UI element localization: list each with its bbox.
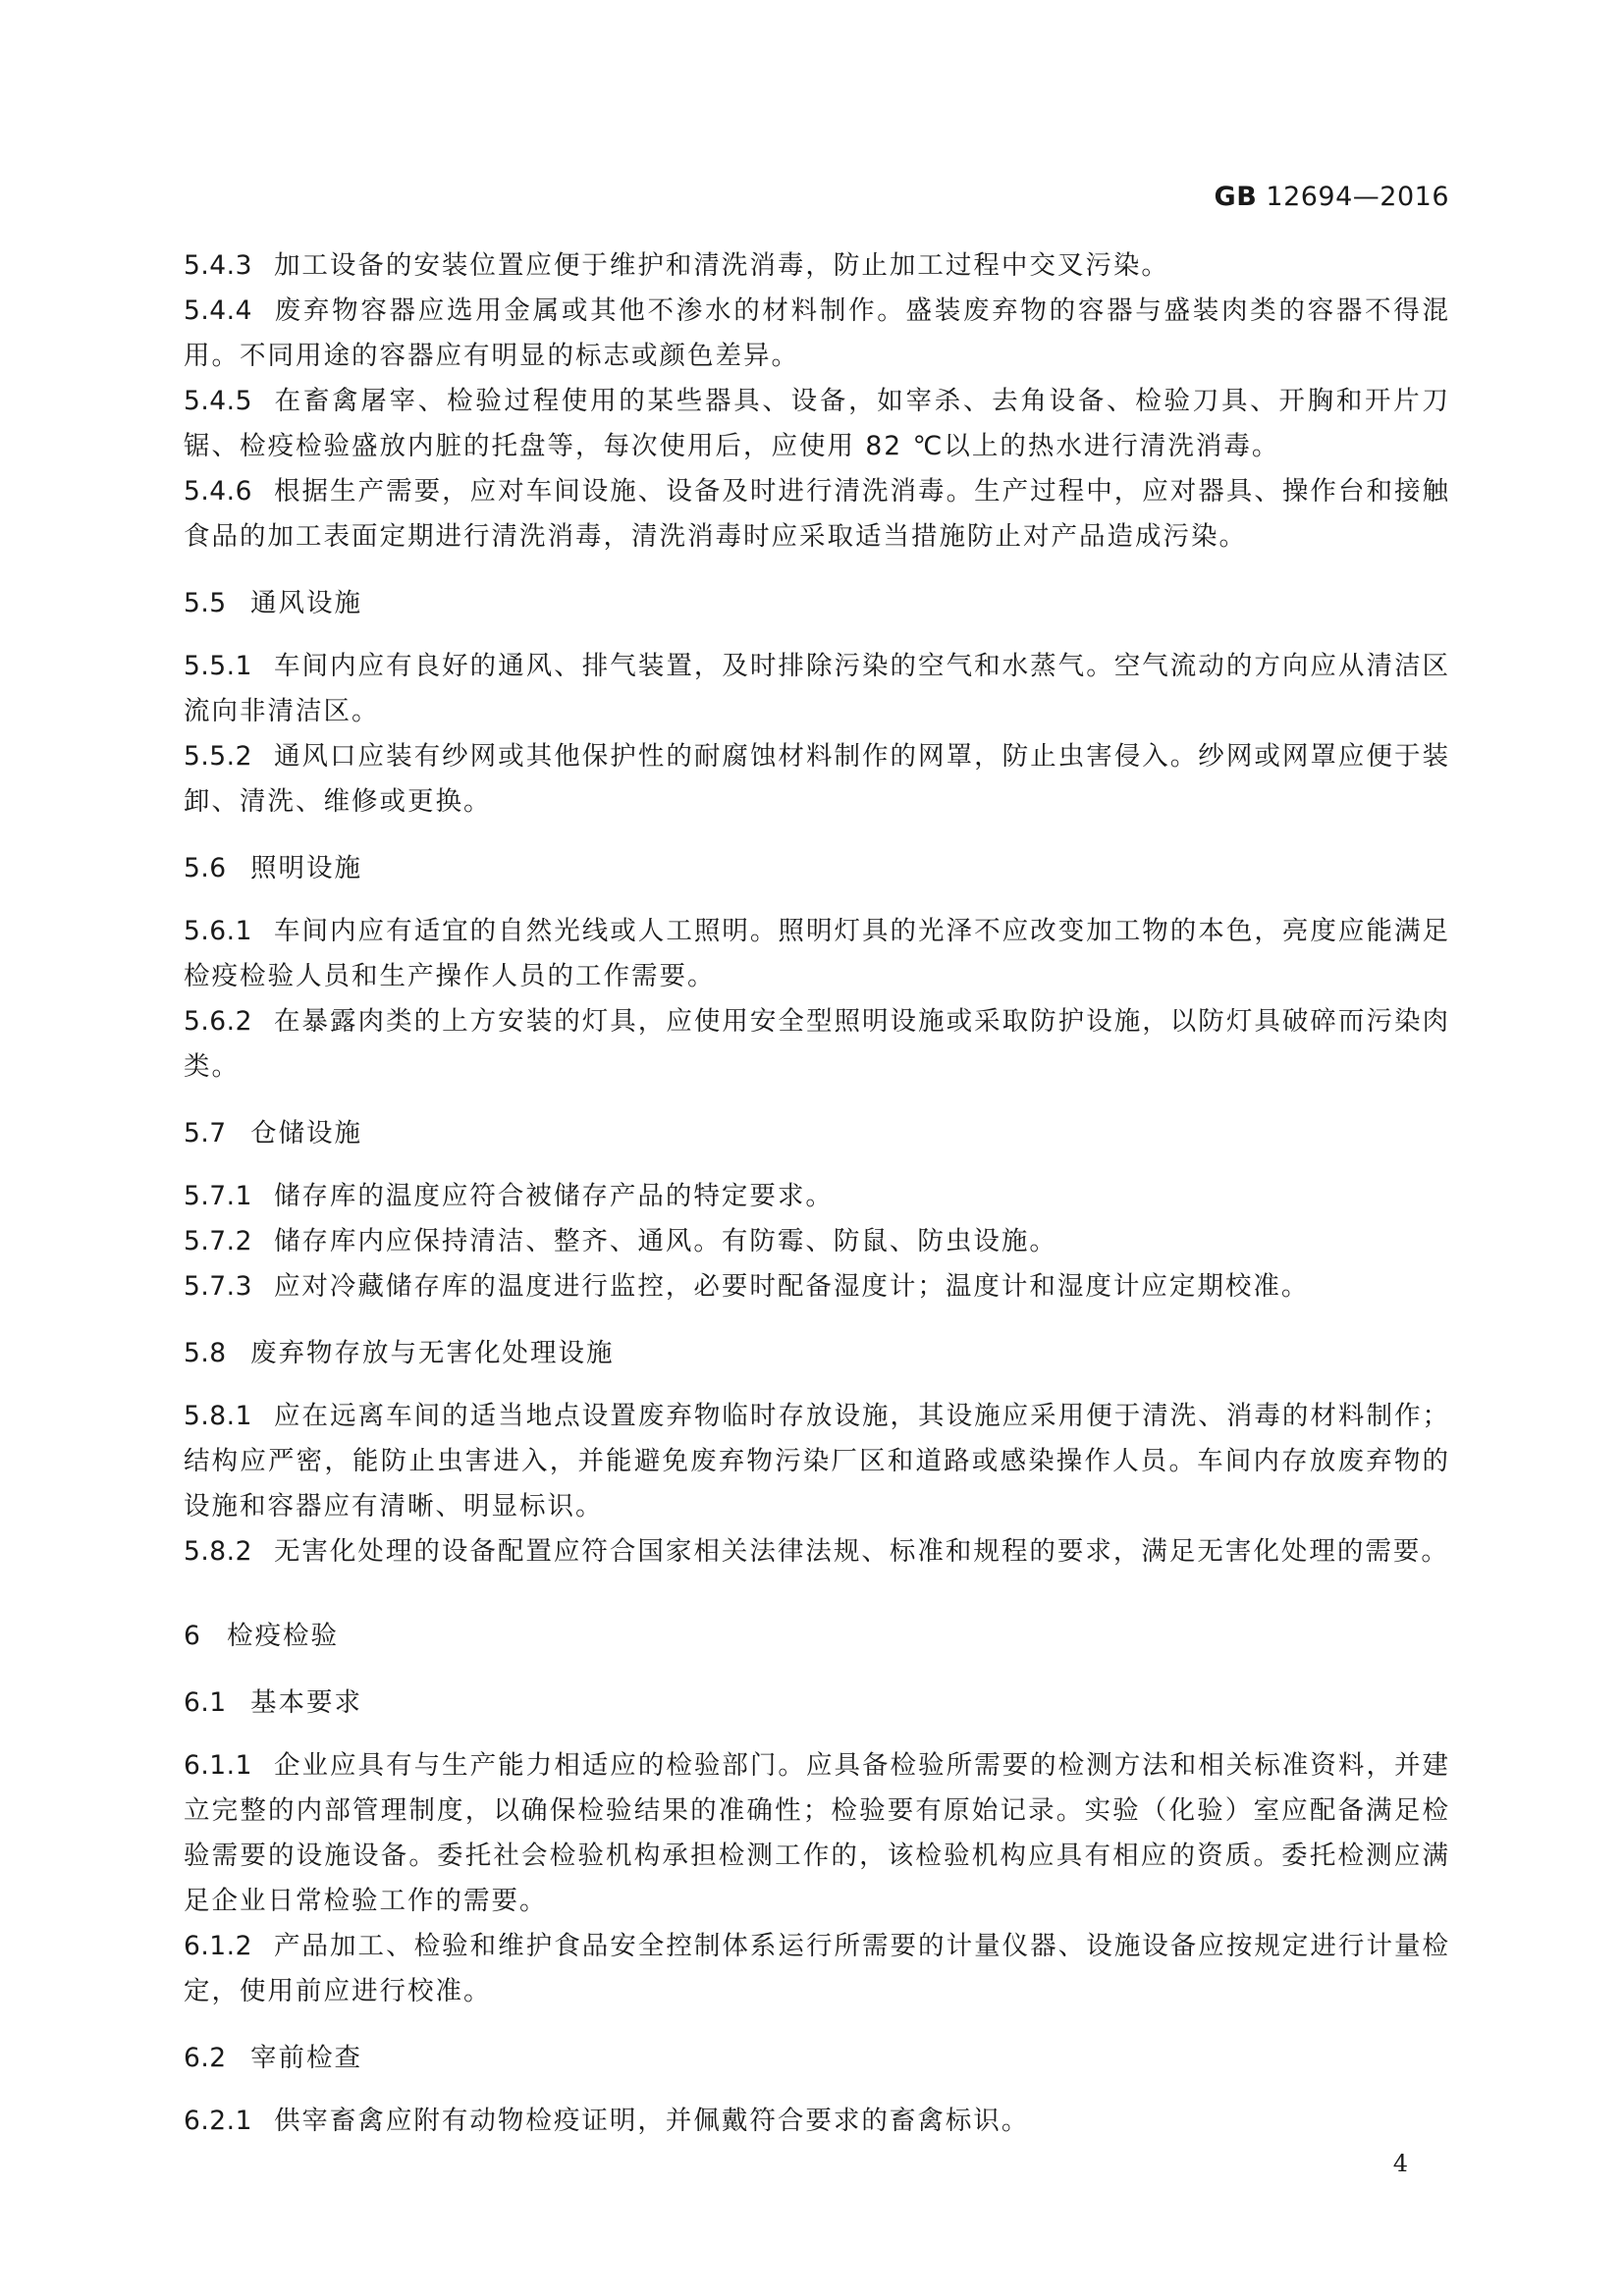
clause-text: 基本要求 <box>250 1687 362 1718</box>
clause-text: 检疫检验 <box>227 1621 339 1651</box>
clause-number: 6.1.2 <box>184 1931 252 1961</box>
section-heading <box>184 1111 1450 1156</box>
clause-text: 在暴露肉类的上方安装的灯具，应使用安全型照明设施或采取防护设施，以防灯具破碎而污染肉类。 <box>184 1006 1450 1082</box>
section-heading <box>184 1331 1450 1376</box>
clause-number: 5.4.6 <box>184 476 252 507</box>
clause-paragraph <box>184 289 1450 379</box>
clause-paragraph <box>184 1924 1450 2014</box>
clause-text: 无害化处理的设备配置应符合国家相关法律法规、标准和规程的要求，满足无害化处理的需要。 <box>273 1536 1449 1567</box>
clause-text: 加工设备的安装位置应便于维护和清洗消毒，防止加工过程中交叉污染。 <box>273 250 1169 281</box>
clause-paragraph <box>184 469 1450 560</box>
clause-number: 5.6.2 <box>184 1006 252 1037</box>
standard-prefix: GB <box>1214 182 1258 212</box>
section-heading <box>184 2036 1450 2081</box>
clause-number: 5.5.1 <box>184 651 252 681</box>
clause-text: 照明设施 <box>250 853 362 883</box>
clause-number: 6.1 <box>184 1687 227 1718</box>
clause-text: 通风设施 <box>250 588 362 618</box>
clause-paragraph <box>184 1529 1450 1575</box>
clause-paragraph <box>184 379 1450 469</box>
clause-paragraph <box>184 1743 1450 1924</box>
clause-text: 应在远离车间的适当地点设置废弃物临时存放设施，其设施应采用便于清洗、消毒的材料制作；结构应严密，能防止虫害进入，并能避免废弃物污染厂区和道路或感染操作人员。车间内存放废弃物的设施和容器应有清晰、明显标识。 <box>184 1401 1450 1522</box>
clause-text: 废弃物存放与无害化处理设施 <box>250 1338 615 1368</box>
clause-number: 5.6 <box>184 853 227 883</box>
clause-text: 产品加工、检验和维护食品安全控制体系运行所需要的计量仪器、设施设备应按规定进行计量检定，使用前应进行校准。 <box>184 1931 1450 2006</box>
clause-paragraph <box>184 1174 1450 1219</box>
section-heading <box>184 581 1450 626</box>
clause-text: 仓储设施 <box>250 1118 362 1148</box>
clause-number: 5.4.5 <box>184 386 252 416</box>
clause-text: 根据生产需要，应对车间设施、设备及时进行清洗消毒。生产过程中，应对器具、操作台和接触食品的加工表面定期进行清洗消毒，清洗消毒时应采取适当措施防止对产品造成污染。 <box>184 476 1450 552</box>
clause-text: 储存库内应保持清洁、整齐、通风。有防霉、防鼠、防虫设施。 <box>273 1226 1057 1256</box>
clause-paragraph <box>184 1394 1450 1529</box>
chapter-heading <box>184 1614 1450 1659</box>
clause-paragraph <box>184 243 1450 289</box>
clause-paragraph <box>184 1219 1450 1264</box>
standard-code <box>1215 182 1449 212</box>
clause-number: 5.8.1 <box>184 1401 252 1431</box>
clause-text: 在畜禽屠宰、检验过程使用的某些器具、设备，如宰杀、去角设备、检验刀具、开胸和开片刀锯、检疫检验盛放内脏的托盘等，每次使用后，应使用 82 ℃以上的热水进行清洗消毒。 <box>184 386 1450 461</box>
clause-number: 5.7.3 <box>184 1271 252 1302</box>
clause-text: 供宰畜禽应附有动物检疫证明，并佩戴符合要求的畜禽标识。 <box>273 2106 1030 2136</box>
clause-number: 5.4.3 <box>184 250 252 281</box>
clause-number: 5.5.2 <box>184 741 252 772</box>
clause-text: 车间内应有良好的通风、排气装置，及时排除污染的空气和水蒸气。空气流动的方向应从清洁区流向非清洁区。 <box>184 651 1450 726</box>
clause-number: 6.2.1 <box>184 2106 252 2136</box>
document-body <box>184 243 1450 2144</box>
clause-number: 6 <box>184 1621 202 1651</box>
clause-number: 6.2 <box>184 2043 227 2073</box>
clause-paragraph <box>184 734 1450 825</box>
clause-number: 5.7.2 <box>184 1226 252 1256</box>
clause-number: 5.8 <box>184 1338 227 1368</box>
clause-number: 5.5 <box>184 588 227 618</box>
section-heading <box>184 846 1450 891</box>
clause-text: 通风口应装有纱网或其他保护性的耐腐蚀材料制作的网罩，防止虫害侵入。纱网或网罩应便于装卸、清洗、维修或更换。 <box>184 741 1450 817</box>
section-heading <box>184 1681 1450 1726</box>
clause-text: 储存库的温度应符合被储存产品的特定要求。 <box>273 1181 834 1211</box>
clause-number: 5.8.2 <box>184 1536 252 1567</box>
clause-text: 应对冷藏储存库的温度进行监控，必要时配备湿度计；温度计和湿度计应定期校准。 <box>273 1271 1310 1302</box>
clause-number: 5.4.4 <box>184 295 252 326</box>
clause-paragraph <box>184 2099 1450 2144</box>
page-number: 4 <box>1392 2150 1408 2177</box>
clause-number: 5.7.1 <box>184 1181 252 1211</box>
clause-text: 宰前检查 <box>250 2043 362 2073</box>
clause-number: 5.7 <box>184 1118 227 1148</box>
clause-paragraph <box>184 999 1450 1090</box>
clause-text: 企业应具有与生产能力相适应的检验部门。应具备检验所需要的检测方法和相关标准资料，并建立完整的内部管理制度，以确保检验结果的准确性；检验要有原始记录。实验（化验）室应配备满足检验需要的设施设备。委托社会检验机构承担检测工作的，该检验机构应具有相应的资质。委托检测应满足企业日常检验工作的需要。 <box>184 1750 1450 1916</box>
standard-number: 12694—2016 <box>1266 182 1449 212</box>
clause-paragraph <box>184 1264 1450 1309</box>
clause-text: 废弃物容器应选用金属或其他不渗水的材料制作。盛装废弃物的容器与盛装肉类的容器不得混用。不同用途的容器应有明显的标志或颜色差异。 <box>184 295 1450 371</box>
clause-number: 6.1.1 <box>184 1750 252 1781</box>
clause-paragraph <box>184 909 1450 999</box>
clause-number: 5.6.1 <box>184 916 252 946</box>
clause-text: 车间内应有适宜的自然光线或人工照明。照明灯具的光泽不应改变加工物的本色，亮度应能满足检疫检验人员和生产操作人员的工作需要。 <box>184 916 1450 991</box>
clause-paragraph <box>184 644 1450 734</box>
